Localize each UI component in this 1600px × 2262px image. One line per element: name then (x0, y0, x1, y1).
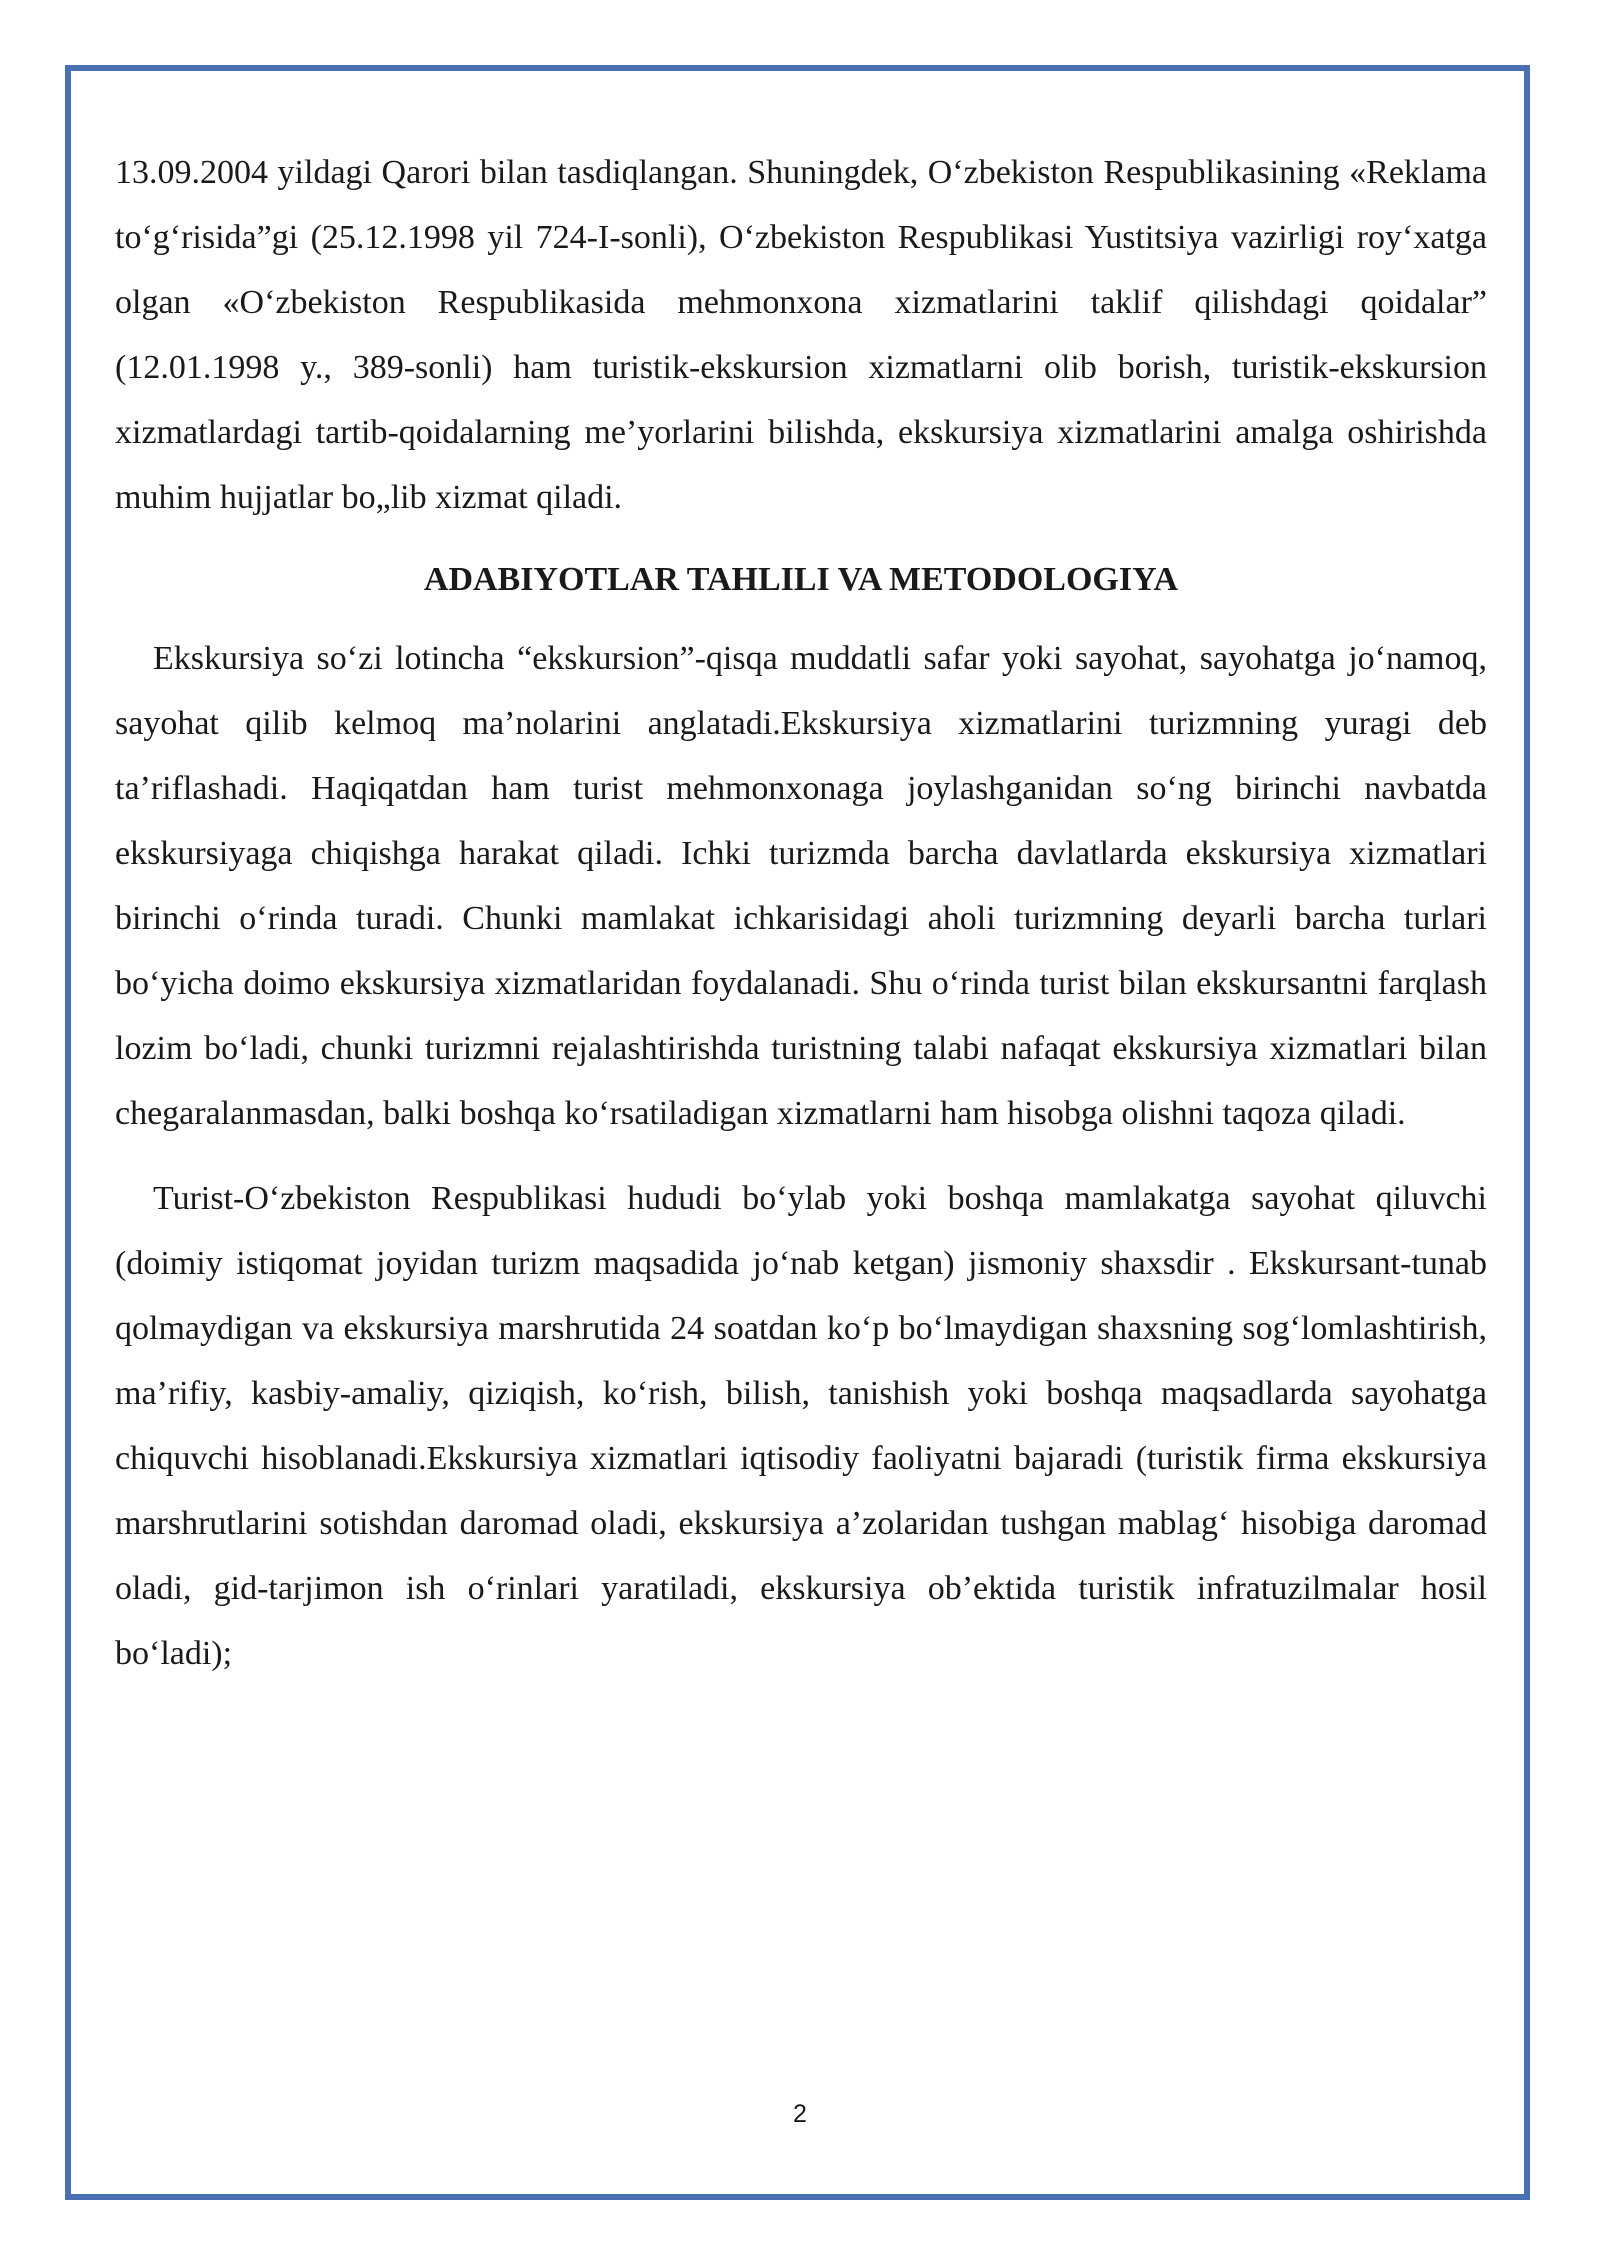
paragraph-turist-definition: Turist-O‘zbekiston Respublikasi hududi bo‘ylab yoki boshqa mamlakatga sayohat qiluvchi (doimiy istiqomat joyidan turizm maqsadida jo‘nab ketgan) jismoniy shaxsdir . Ekskursant-tunab qolmaydigan va ekskursiya marshrutida 24 soatdan ko‘p bo‘lmaydigan shaxsning sog‘lomlashtirish, ma’rifiy, kasbiy-amaliy, qiziqish, ko‘rish, bilish, tanishish yoki boshqa maqsadlarda sayohatga chiquvchi hisoblanadi.Ekskursiya xizmatlari iqtisodiy faoliyatni bajaradi (turistik firma ekskursiya marshrutlarini sotishdan daromad oladi, ekskursiya a’zolaridan tushgan mablag‘ hisobiga daromad oladi, gid-tarjimon ish o‘rinlari yaratiladi, ekskursiya ob’ektida turistik infratuzilmalar hosil bo‘ladi); (115, 1180, 1487, 1672)
paragraph-intro: 13.09.2004 yildagi Qarori bilan tasdiqlangan. Shuningdek, O‘zbekiston Respublikasining «Reklama to‘g‘risida”gi (25.12.1998 yil 724-I-sonli), O‘zbekiston Respublikasi Yustitsiya vazirligi roy‘xatga olgan «O‘zbekiston Respublikasida mehmonxona xizmatlarini taklif qilishdagi qoidalar” (12.01.1998 y., 389-sonli) ham turistik-ekskursion xizmatlarni olib borish, turistik-ekskursion xizmatlardagi tartib-qoidalarning me’yorlarini bilishda, ekskursiya xizmatlarini amalga oshirishda muhim hujjatlar bo„lib xizmat qiladi. (115, 154, 1487, 516)
paragraph-ekskursiya-definition: Ekskursiya so‘zi lotincha “ekskursion”-qisqa muddatli safar yoki sayohat, sayohatga jo‘namoq, sayohat qilib kelmoq ma’nolarini anglatadi.Ekskursiya xizmatlarini turizmning yuragi deb ta’riflashadi. Haqiqatdan ham turist mehmonxonaga joylashganidan so‘ng birinchi navbatda ekskursiyaga chiqishga harakat qiladi. Ichki turizmda barcha davlatlarda ekskursiya xizmatlari birinchi o‘rinda turadi. Chunki mamlakat ichkarisidagi aholi turizmning deyarli barcha turlari bo‘yicha doimo ekskursiya xizmatlaridan foydalanadi. Shu o‘rinda turist bilan ekskursantni farqlash lozim bo‘ladi, chunki turizmni rejalashtirishda turistning talabi nafaqat ekskursiya xizmatlari bilan chegaralanmasdan, balki boshqa ko‘rsatiladigan xizmatlarni ham hisobga olishni taqoza qiladi. (115, 640, 1487, 1132)
document-body (115, 140, 1487, 1686)
section-heading: ADABIYOTLAR TAHLILI VA METODOLOGIYA (423, 561, 1179, 598)
page-number: 2 (793, 2100, 807, 2128)
